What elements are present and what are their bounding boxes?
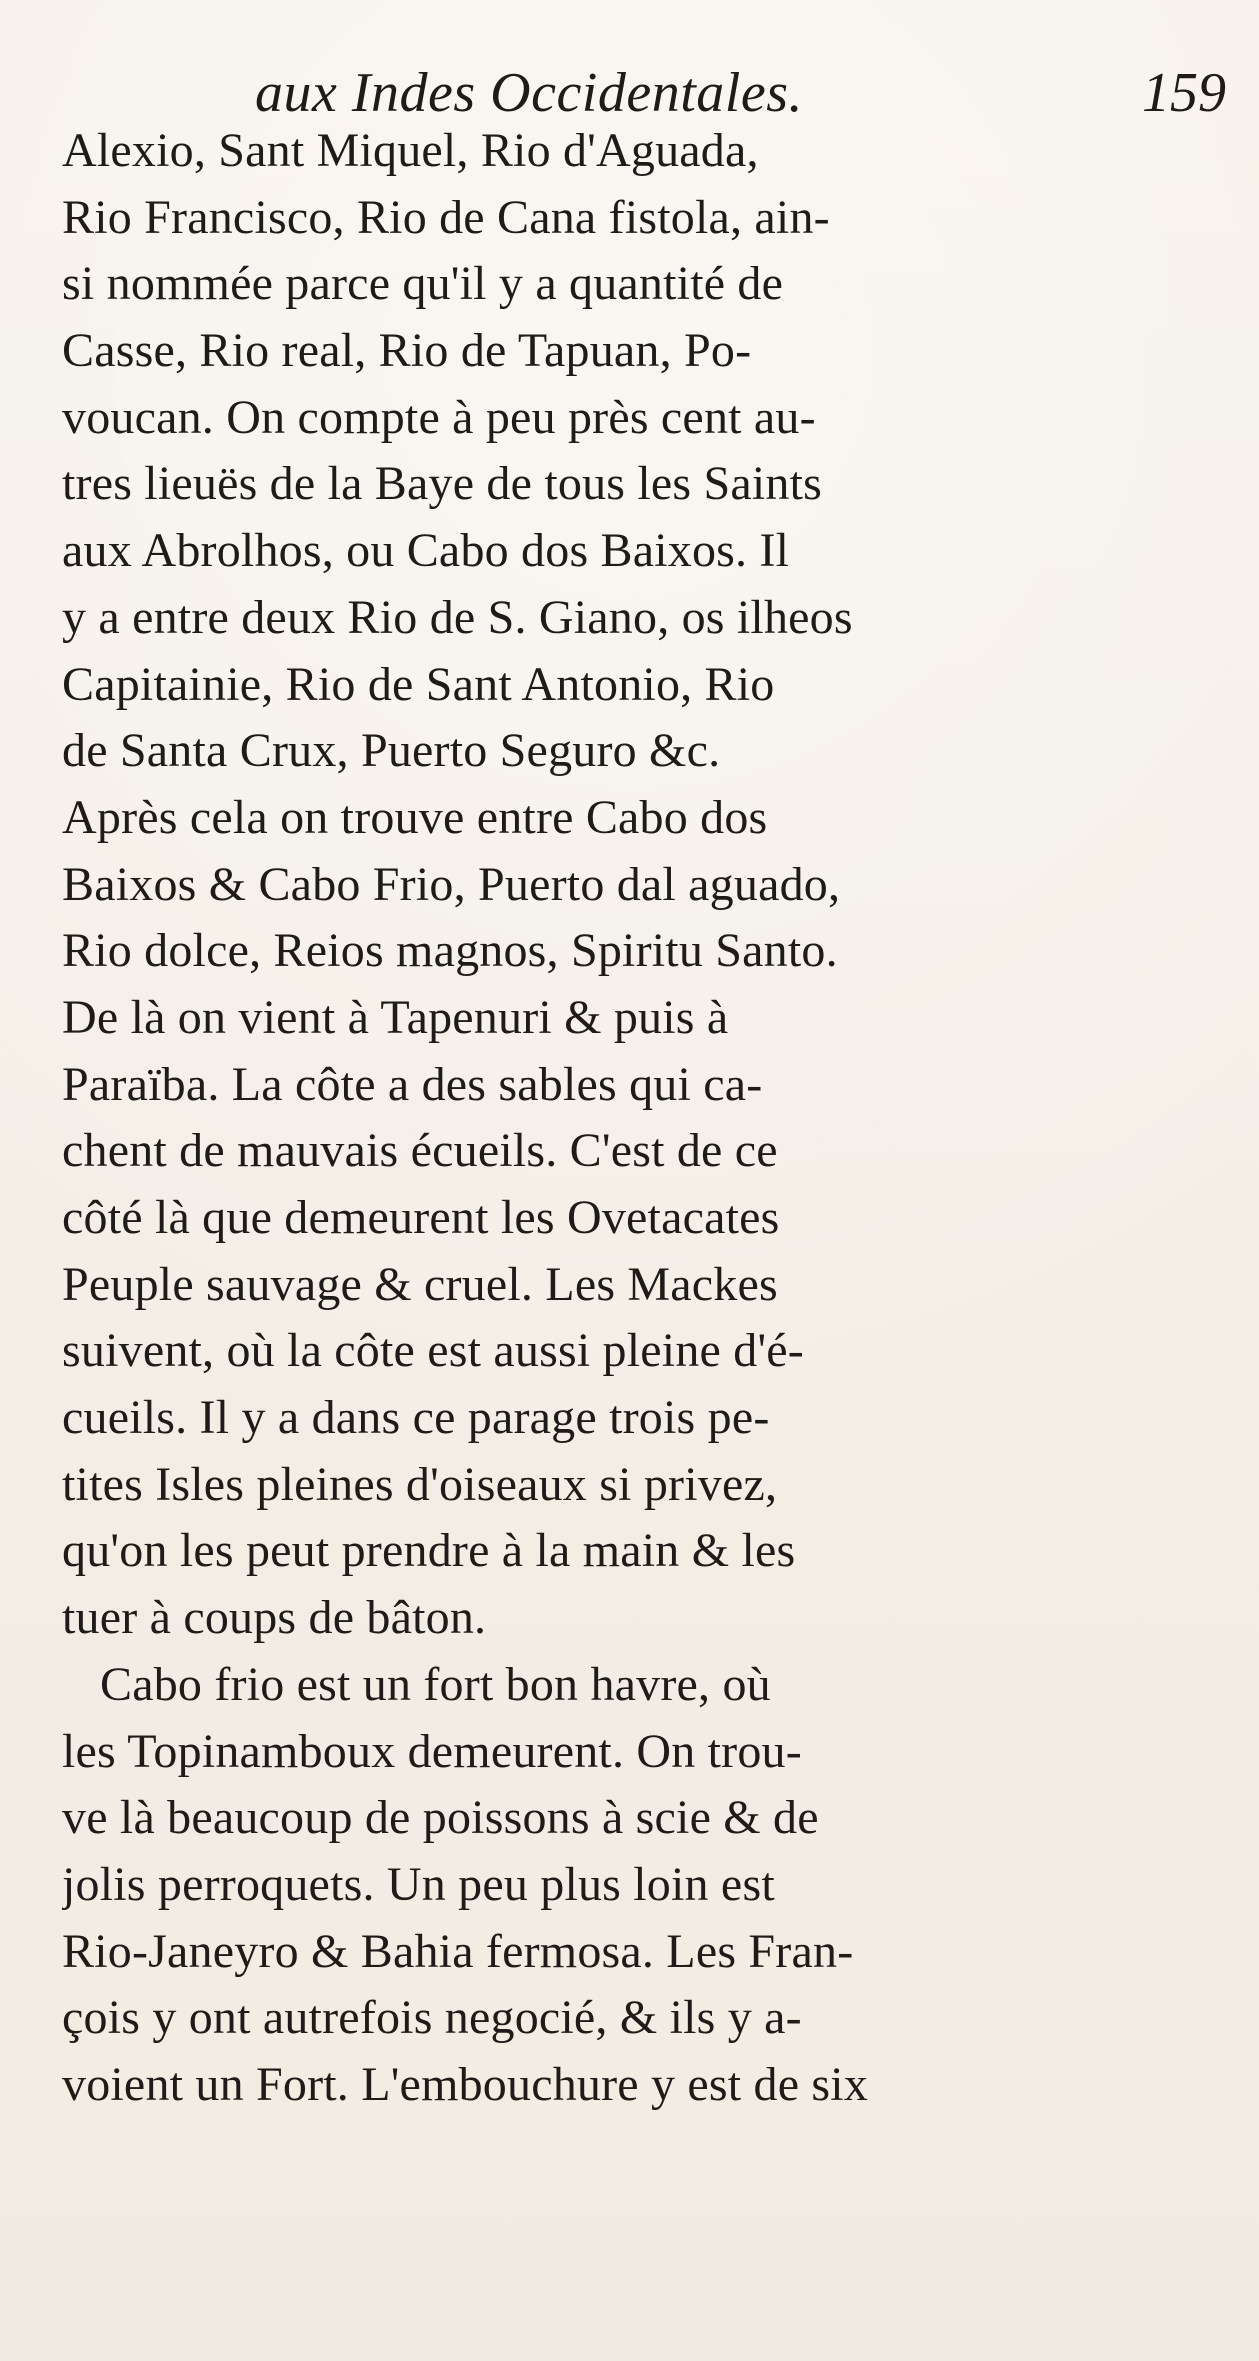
text-line: côté là que demeurent les Ovetacates xyxy=(62,1191,780,1244)
paragraph-start-line: Cabo frio est un fort bon havre, où xyxy=(100,1657,771,1711)
text-line: voient un Fort. L'embouchure y est de six xyxy=(62,2057,869,2111)
text-line: suivent, où la côte est aussi pleine d'é- xyxy=(62,1324,804,1378)
text-line: Rio-Janeyro & Bahia fermosa. Les Fran- xyxy=(62,1924,854,1978)
text-line: cueils. Il y a dans ce parage trois pe- xyxy=(62,1391,770,1445)
text-line: qu'on les peut prendre à la main & les xyxy=(62,1524,796,1578)
text-line: tres lieuës de la Baye de tous les Saints xyxy=(62,457,823,511)
text-line: ve là beaucoup de poissons à scie & de xyxy=(62,1791,819,1845)
text-line: aux Abrolhos, ou Cabo dos Baixos. Il xyxy=(62,524,790,578)
text-line: Capitainie, Rio de Sant Antonio, Rio xyxy=(62,657,775,711)
text-line: çois y ont autrefois negocié, & ils y a- xyxy=(62,1991,802,2045)
text-line: les Topinamboux demeurent. On trou- xyxy=(62,1724,802,1778)
text-line: Paraïba. La côte a des sables qui ca- xyxy=(62,1057,763,1111)
text-line: voucan. On compte à peu près cent au- xyxy=(62,390,816,444)
text-line: Rio dolce, Reios magnos, Spiritu Santo. xyxy=(62,924,838,978)
running-title: aux Indes Occidentales. xyxy=(255,62,803,124)
page-number: 159 xyxy=(1142,62,1226,124)
text-line: jolis perroquets. Un peu plus loin est xyxy=(62,1857,775,1911)
text-line: Après cela on trouve entre Cabo dos xyxy=(62,790,768,844)
text-line: Rio Francisco, Rio de Cana fistola, ain- xyxy=(62,190,830,244)
text-line: chent de mauvais écueils. C'est de ce xyxy=(62,1124,778,1178)
text-line: de Santa Crux, Puerto Seguro &c. xyxy=(62,724,721,778)
text-line: tites Isles pleines d'oiseaux si privez, xyxy=(62,1457,778,1511)
text-line: tuer à coups de bâton. xyxy=(62,1591,487,1645)
text-line: Peuple sauvage & cruel. Les Mackes xyxy=(62,1257,778,1311)
text-line: Alexio, Sant Miquel, Rio d'Aguada, xyxy=(62,124,759,177)
text-line: Baixos & Cabo Frio, Puerto dal aguado, xyxy=(62,857,841,911)
text-line: Casse, Rio real, Rio de Tapuan, Po- xyxy=(62,324,752,378)
text-line: De là on vient à Tapenuri & puis à xyxy=(62,990,729,1044)
text-line: si nommée parce qu'il y a quantité de xyxy=(62,257,784,311)
body-text xyxy=(62,118,1232,2119)
text-line: y a entre deux Rio de S. Giano, os ilheos xyxy=(62,590,853,644)
